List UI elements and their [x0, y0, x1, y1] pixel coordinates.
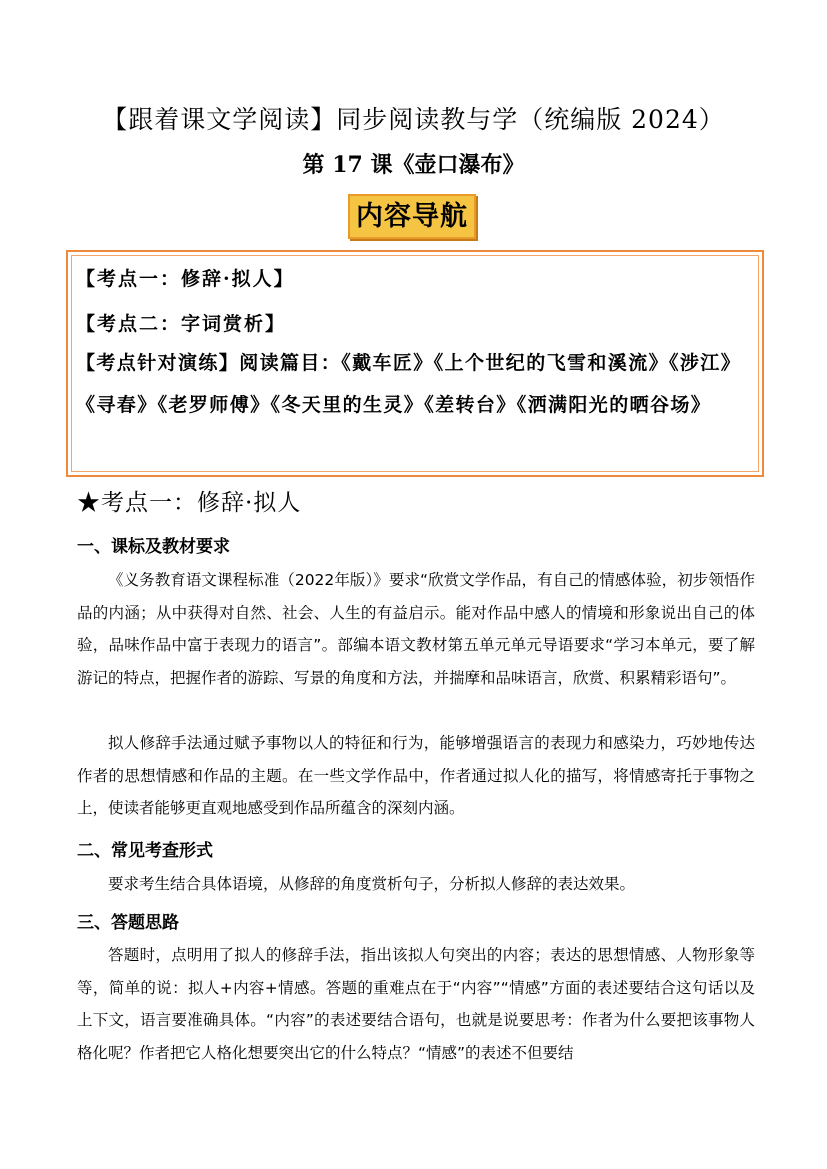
section-heading-point-one: ★考点一：修辞·拟人 [77, 490, 302, 516]
content-navigation-badge: 内容导航 [348, 194, 476, 239]
nav-item-point-one: 【考点一：修辞·拟人】 [76, 268, 295, 290]
paragraph-exam-forms: 要求考生结合具体语境，从修辞的角度赏析句子，分析拟人修辞的表达效果。 [108, 875, 636, 893]
paragraph-curriculum-standard: 《义务教育语文课程标准（2022年版）》要求“欣赏文学作品，有自己的情感体验，初步领悟作品的内涵；从中获得对自然、社会、人生的有益启示。能对作品中感人的情境和形象说出自己的体验，品味作品中富于表现力的语言”。部编本语文教材第五单元单元导语要求“学习本单元，要了解游记的特点，把握作者的游踪、写景的角度和方法，并揣摩和品味语言，欣赏、积累精彩语句”。 [77, 571, 755, 687]
nav-item-practice: 【考点针对演练】阅读篇目：《戴车匠》《上个世纪的飞雪和溪流》《涉江》《寻春》《老罗师傅》《冬天里的生灵》《差转台》《洒满阳光的晒谷场》 [76, 352, 742, 416]
subheading-exam-forms: 二、常见考查形式 [77, 841, 213, 861]
paragraph-personification-intro: 拟人修辞手法通过赋予事物以人的特征和行为，能够增强语言的表现力和感染力，巧妙地传达作者的思想情感和作品的主题。在一些文学作品中，作者通过拟人化的描写，将情感寄托于事物之上，使读者能够更直观地感受到作品所蕴含的深刻内涵。 [77, 734, 755, 817]
nav-item-point-two: 【考点二：字词赏析】 [76, 313, 287, 335]
document-title: 【跟着课文学阅读】同步阅读教与学（统编版 2024） [102, 105, 725, 134]
subheading-curriculum-requirements: 一、课标及教材要求 [77, 537, 230, 557]
lesson-title: 第 17 课《壶口瀑布》 [302, 152, 525, 178]
subheading-answer-approach: 三、答题思路 [77, 913, 179, 933]
paragraph-answer-approach: 答题时，点明用了拟人的修辞手法，指出该拟人句突出的内容；表达的思想情感、人物形象等等，简单的说：拟人+内容+情感。答题的重难点在于“内容”“情感”方面的表述要结合这句话以及上下文，语言要准确具体。“内容”的表述要结合语句，也就是说要思考：作者为什么要把该事物人格化呢？作者把它人格化想要突出它的什么特点？“情感”的表述不但要结 [77, 946, 755, 1062]
